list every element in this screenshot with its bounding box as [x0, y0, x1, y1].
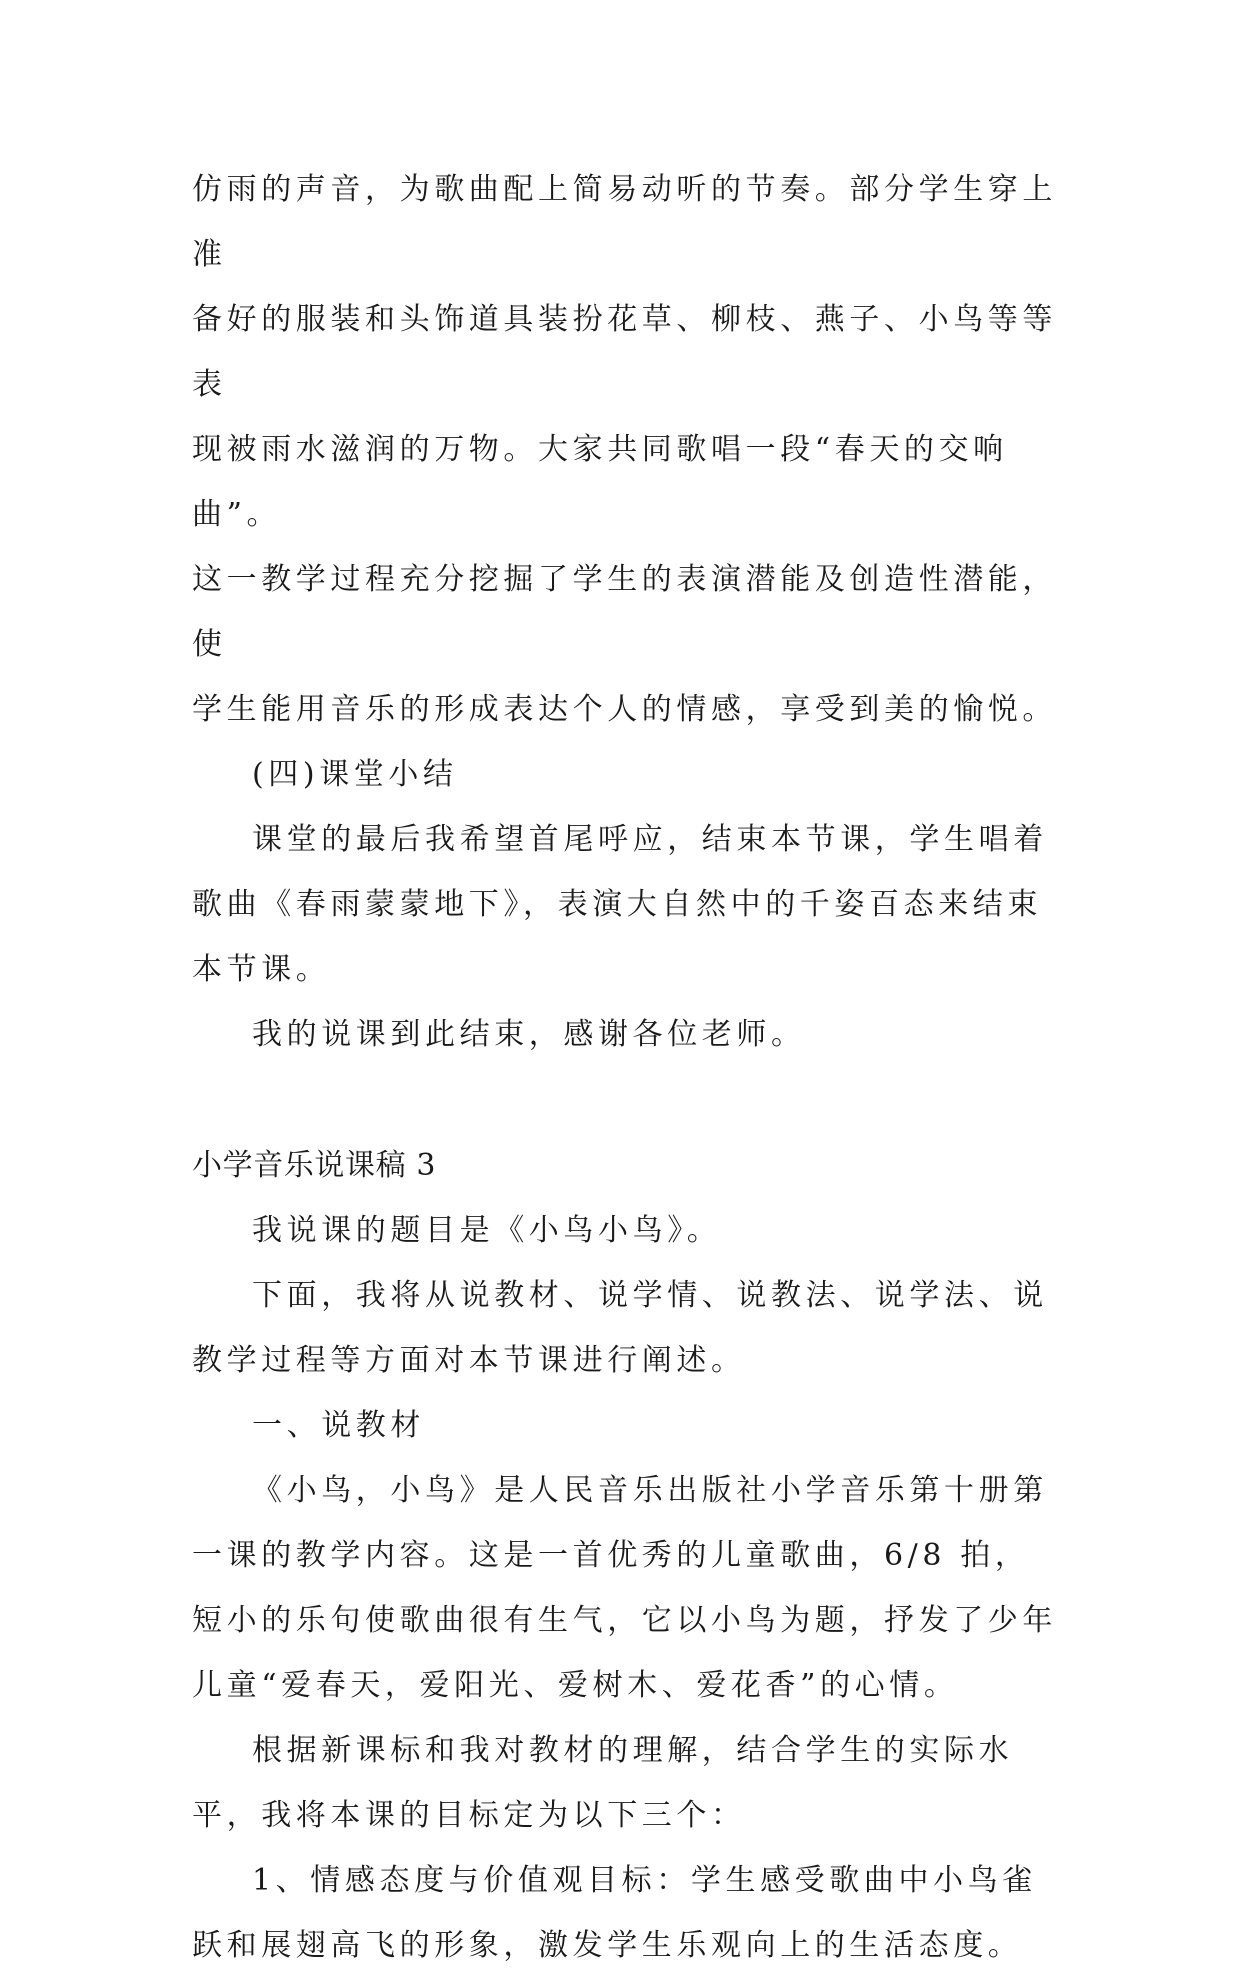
paragraph-line: 学生能用音乐的形成表达个人的情感，享受到美的愉悦。	[192, 692, 1057, 727]
closing-paragraph: 我的说课到此结束，感谢各位老师。	[252, 1017, 806, 1052]
paragraph-line: 仿雨的声音，为歌曲配上简易动听的节奏。部分学生穿上准	[192, 172, 1057, 272]
section-title: 小学音乐说课稿 3	[192, 1148, 437, 1183]
continued-paragraph	[192, 157, 1062, 742]
goals-intro-paragraph: 根据新课标和我对教材的理解，结合学生的实际水平，我将本课的目标定为以下三个：	[192, 1733, 1014, 1833]
subheading-textbook: 一、说教材	[252, 1408, 425, 1443]
paragraph-line: 现被雨水滋润的万物。大家共同歌唱一段“春天的交响曲”。	[192, 432, 1008, 532]
document-body	[192, 157, 1062, 1978]
summary-paragraph: 课堂的最后我希望首尾呼应，结束本节课，学生唱着歌曲《春雨蒙蒙地下》，表演大自然中的千姿百态来结束本节课。	[192, 822, 1048, 987]
subheading-class-summary: (四)课堂小结	[252, 757, 458, 792]
material-paragraph: 《小鸟，小鸟》是人民音乐出版社小学音乐第十册第一课的教学内容。这是一首优秀的儿童歌曲，6/8 拍，短小的乐句使歌曲很有生气，它以小鸟为题，抒发了少年儿童“爱春天，爱阳光、爱树木、爱花香”的心情。	[192, 1473, 1057, 1703]
paragraph-line: 备好的服装和头饰道具装扮花草、柳枝、燕子、小鸟等等表	[192, 302, 1057, 402]
paragraph-line: 这一教学过程充分挖掘了学生的表演潜能及创造性潜能，使	[192, 562, 1057, 662]
topic-paragraph: 我说课的题目是《小鸟小鸟》。	[252, 1213, 722, 1248]
outline-paragraph: 下面，我将从说教材、说学情、说教法、说学法、说教学过程等方面对本节课进行阐述。	[192, 1278, 1048, 1378]
goal-1-paragraph: 1、情感态度与价值观目标：学生感受歌曲中小鸟雀跃和展翅高飞的形象，激发学生乐观向上的生活态度。	[192, 1863, 1037, 1963]
